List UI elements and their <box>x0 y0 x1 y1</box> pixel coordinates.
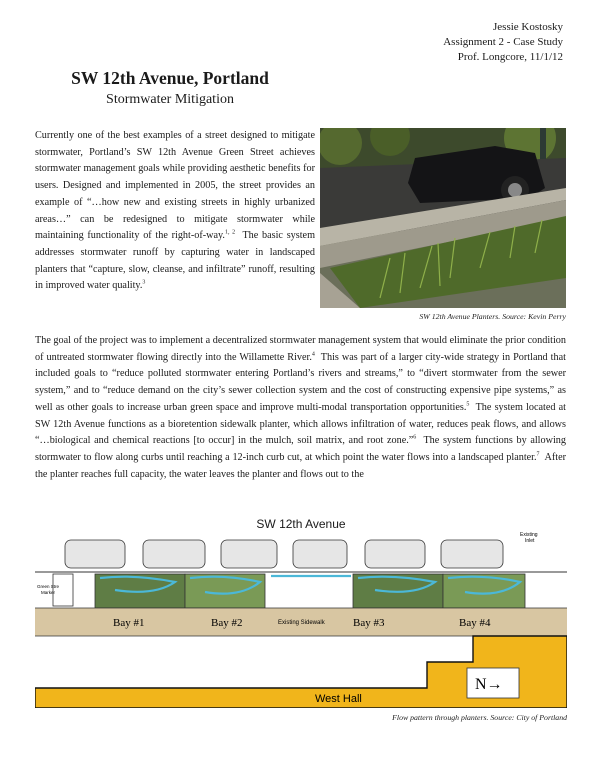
footnote-ref: 4 <box>311 351 315 358</box>
parked-cars <box>65 540 503 568</box>
inlet-label-2: Inlet <box>525 538 535 544</box>
author: Jessie Kostosky <box>493 21 563 33</box>
body-paragraph <box>35 333 566 483</box>
diagram-caption: Flow pattern through planters. Source: City of Portland <box>392 713 567 722</box>
intro-text-2: The basic system addresses stormwater runoff by capturing water in landscaped planters that “capture, slow, cleanse, and infiltrate” runoff, resulting in improved water quality. <box>35 230 315 292</box>
intro-paragraph <box>35 128 315 295</box>
assignment: Assignment 2 - Case Study <box>443 36 563 48</box>
page-title: SW 12th Avenue, Portland <box>71 68 269 88</box>
body-text-c: The system located at SW 12th Avenue functions as a bioretention sidewalk planter, which allows infiltration of water, reduces peak flows, and allows “…biological and chemical reactions [to occur] in the mulch, soil matrix, and root zone.” <box>35 401 566 447</box>
flow-diagram <box>35 516 567 708</box>
planter-photo <box>320 128 566 308</box>
bay-label-2: Bay #2 <box>211 617 243 629</box>
photo-caption: SW 12th Avenue Planters. Source: Kevin Perry <box>419 312 566 321</box>
inlet-label-1: Existing <box>520 532 538 538</box>
marker-label-1: Green Stre <box>37 584 60 589</box>
footnote-ref: 3 <box>142 279 146 286</box>
body-text-a: The goal of the project was to implement a decentralized stormwater management system that would eliminate the prior condition of untreated stormwater flowing directly into the Willamette River. <box>35 335 566 363</box>
bay-label-4: Bay #4 <box>459 617 491 629</box>
sidewalk-label: Existing Sidewalk <box>278 620 325 626</box>
diagram-title: SW 12th Avenue <box>256 517 346 531</box>
body-text-e: After the planter reaches full capacity, the water leaves the planter and flows out to the <box>35 451 566 480</box>
footnote-ref: 7 <box>536 451 540 458</box>
building-label: West Hall <box>315 693 362 705</box>
footnote-ref: 5 <box>466 401 470 408</box>
north-arrow: N→ <box>475 676 503 693</box>
page-subtitle: Stormwater Mitigation <box>106 92 234 107</box>
body-text-b: This was part of a larger city-wide strategy in Portland that included goals to “reduce polluted stormwater entering Portland’s rivers and streams,” to “divert stormwater from the sewer system,” and to “reduce demand on the city’s sewer collection system and the cost of constructing expensive pipe systems,” as well as other goals to increase urban green space and improve multi-modal transportation opportunities. <box>35 351 566 413</box>
bay-label-1: Bay #1 <box>113 617 145 629</box>
bay-label-3: Bay #3 <box>353 617 385 629</box>
marker-label-2: Marker <box>41 590 56 595</box>
intro-text-1: Currently one of the best examples of a street designed to mitigate stormwater, Portland’s SW 12th Avenue Green Street achieves stormwater management goals while providing aesthetic benefits for users. Designed and implemented in 2005, the street provides an example of “…how new and existing streets in highly urbanized areas…” can be redesigned to mitigate stormwater while maintaining functionality of the right-of-way. <box>35 130 315 242</box>
body-text-d: The system functions by allowing stormwater to flow along curbs until reaching a 12-inch curb cut, at which point the water flows into a landscaped planter. <box>35 435 566 463</box>
footnote-ref: 6 <box>413 434 417 441</box>
professor-date: Prof. Longcore, 11/1/12 <box>457 51 563 63</box>
header-meta <box>443 20 563 65</box>
footnote-ref: 1, 2 <box>224 229 236 236</box>
